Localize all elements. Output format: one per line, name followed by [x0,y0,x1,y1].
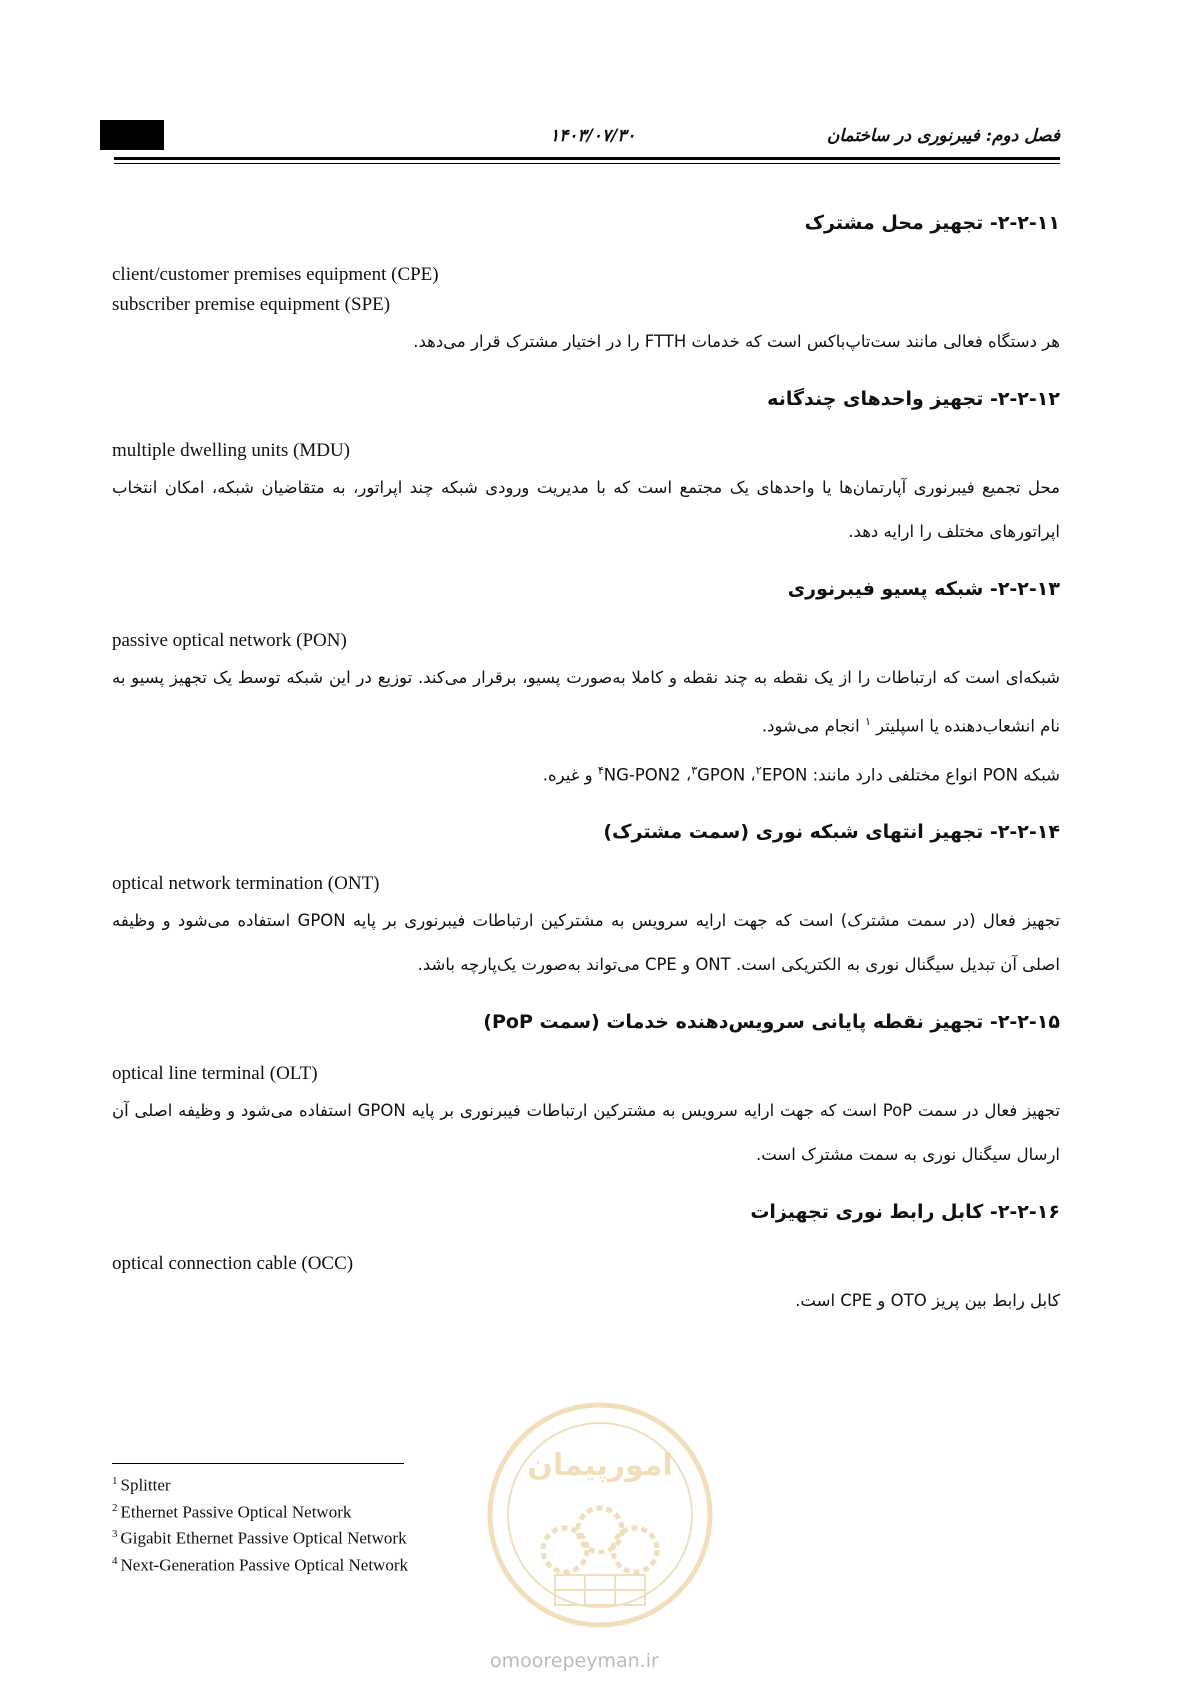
definition-paragraph: تجهیز فعال (در سمت مشترک) است که جهت ارایه سرویس به مشترکین ارتباطات فیبرنوری بر پایه GPON استفاده می‌شود و وظیفه اصلی آن تبدیل سیگنال نوری به الکتریکی است. ONT و CPE می‌تواند به‌صورت یک‌پارچه باشد. [112,911,1060,974]
definition-paragraph: کابل رابط بین پریز OTO و CPE است. [795,1291,1060,1310]
definition-paragraph: محل تجمیع فیبرنوری آپارتمان‌ها یا واحدهای یک مجتمع است که با مدیریت ورودی شبکه چند اپراتور، به متقاضیان شبکه، امکان انتخاب اپراتورهای مختلف را ارایه دهد. [112,478,1060,541]
pon-type-ngpon2: NG-PON2 [603,765,681,784]
footnote-ref: ۲ [755,763,762,777]
section-pon [112,578,1060,797]
pon-type-gpon: GPON [697,765,746,784]
section-heading: ۲-۲-۱۳- شبکه پسیو فیبرنوری [787,578,1060,600]
section-occ [112,1201,1060,1323]
section-cpe [112,212,1060,364]
header-chapter-title: فصل دوم: فیبرنوری در ساختمان [826,126,1060,146]
english-term: client/customer premises equipment (CPE) [112,264,439,285]
page-body [112,212,1060,1347]
definition-paragraph: هر دستگاه فعالی مانند ست‌تاپ‌باکس است که خدمات FTTH را در اختیار مشترک قرار می‌دهد. [413,332,1060,351]
english-term: optical line terminal (OLT) [112,1063,318,1084]
section-heading: ۲-۲-۱۱- تجهیز محل مشترک [804,212,1060,234]
watermark-site: omoorepeyman.ir [490,1650,659,1672]
section-heading: ۲-۲-۱۵- تجهیز نقطه پایانی سرویس‌دهنده خدمات (سمت PoP) [483,1011,1060,1033]
english-term: optical network termination (ONT) [112,873,380,894]
paragraph-text: شبکه PON انواع مختلفی دارد مانند: [812,765,1060,784]
english-term: subscriber premise equipment (SPE) [112,294,391,315]
seal-text: امورپیمان [527,1448,673,1483]
english-term: optical connection cable (OCC) [112,1253,354,1274]
header-rule-thin [114,163,1060,164]
pon-type-epon: EPON [761,765,808,784]
footnote-item: $^4$ Next-Generation Passive Optical Network [112,1554,408,1575]
footnote-item: $^2$ Ethernet Passive Optical Network [112,1501,352,1522]
definition-paragraph: شبکه PON انواع مختلفی دارد مانند: EPON$^۲$، GPON$^۳$، $NG-PON2^۴$ و غیره. [542,763,1060,784]
footnote-ref: ۳ [691,763,698,777]
footnote-ref: ۴ [597,763,604,777]
page-number-box [100,120,164,150]
page-header [100,120,1060,168]
section-heading: ۲-۲-۱۲- تجهیز واحدهای چندگانه [767,388,1060,410]
definition-paragraph: تجهیز فعال در سمت PoP است که جهت ارایه سرویس به مشترکین ارتباطات فیبرنوری بر پایه GPON استفاده می‌شود و وظیفه اصلی آن ارسال سیگنال نوری به سمت مشترک است. [112,1101,1060,1164]
paragraph-text: شبکه‌ای است که ارتباطات را از یک نقطه به چند نقطه و کاملا به‌صورت پسیو، برقرار می‌کند. توزیع در این شبکه توسط یک تجهیز پسیو به نام انشعاب‌دهنده یا اسپلیتر [112,668,1060,736]
section-mdu [112,388,1060,554]
definition-paragraph [112,656,1060,749]
section-ont [112,821,1060,987]
header-rule-thick [114,157,1060,160]
footnote-ref: ۱ [864,715,871,728]
section-heading: ۲-۲-۱۴- تجهیز انتهای شبکه نوری (سمت مشترک) [603,821,1060,843]
english-term: multiple dwelling units (MDU) [112,440,351,461]
footnote-separator [112,1463,404,1464]
english-term: passive optical network (PON) [112,630,347,651]
paragraph-text: و غیره. [542,765,593,784]
footnote-item: $^1$ Splitter [112,1475,171,1495]
section-heading: ۲-۲-۱۶- کابل رابط نوری تجهیزات [750,1201,1060,1223]
paragraph-text: انجام می‌شود. [761,716,860,736]
footnotes [112,1470,532,1577]
header-date: ۱۴۰۳/۰۷/۳۰ [550,126,636,146]
footnote-item: $^3$ Gigabit Ethernet Passive Optical Network [112,1528,407,1548]
section-olt [112,1011,1060,1177]
